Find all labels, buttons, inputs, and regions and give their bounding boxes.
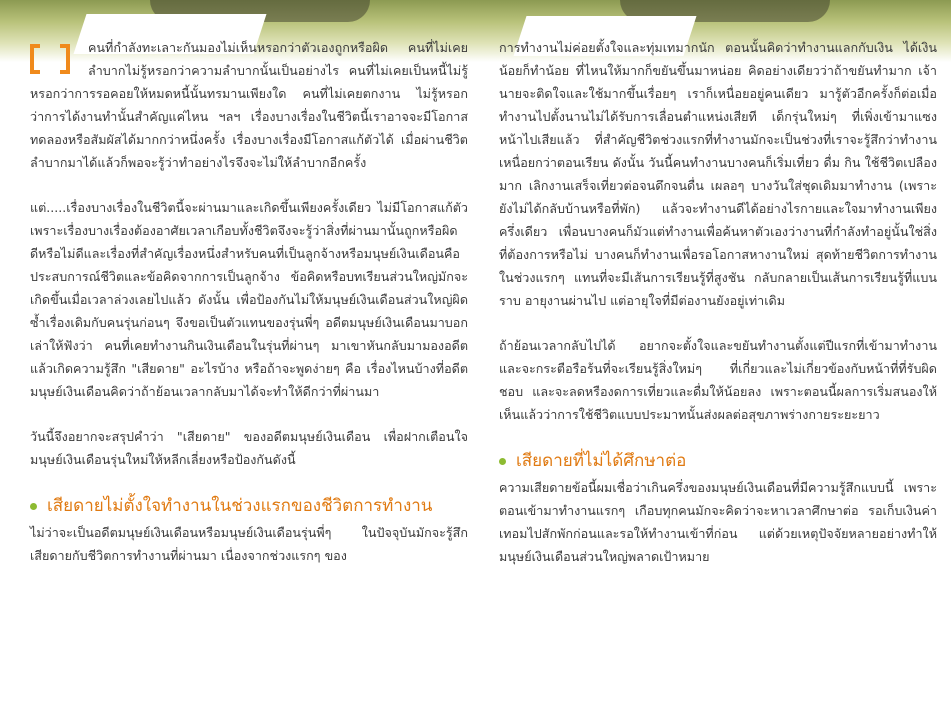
section-heading — [499, 448, 937, 474]
close-bracket-icon — [60, 44, 70, 74]
body-paragraph: การทำงานไม่ค่อยตั้งใจและทุ่มเทมากนัก ตอนนั้นคิดว่าทำงานแลกกับเงิน ได้เงินน้อยก็ทำน้อย ที่ไหนให้มากก็ขยันขึ้นมาหน่อย คิดอย่างเดียวว่าถ้าขยันทำมาก เจ้านายจะติดใจและใช้มากขึ้นเรื่อยๆ เราก็เหนื่อยอยู่คนเดียว มารู้ตัวอีกครั้งก็ต่อเมื่อทำงานไปตั้งนานไม่ได้รับการเลื่อนตำแหน่งเสียที เด็กรุ่นใหม่ๆ ที่เพิ่งเข้ามาแซงหน้าไปเสียแล้ว ที่สำคัญชีวิตช่วงแรกที่ทำงานมักจะเป็นช่วงที่เราจะรู้สึกว่าทำงานเหนื่อยกว่าตอนเรียน ดังนั้น วันนี้คนทำงานบางคนก็เริ่มเที่ยว ดื่ม กิน ใช้ชีวิตเปลืองมาก เลิกงานเสร็จเที่ยวต่อจนดึกจนดื่น เผลอๆ บางวันใส่ชุดเดิมมาทำงาน (เพราะยังไม่ได้กลับบ้านหรือที่พัก) แล้วจะทำงานดีได้อย่างไรกายและใจมาทำงานเพียงครึ่งเดียว เพื่อนบางคนก็มัวแต่ทำงานเพื่อค้นหาตัวเองว่างานที่กำลังทำอยู่นั้นใช่สิ่งที่ต้องการหรือไม่ บางคนก็ทำงานเพื่อรอโอกาสหางานใหม่ สุดท้ายชีวิตการทำงานในช่วงแรกๆ แทนที่จะมีเส้นการเรียนรู้ที่สูงชัน กลับกลายเป็นเส้นการเรียนรู้ที่แบนราบ อายุงานผ่านไป แต่อายุใจที่มีต่องานยังอยู่เท่าเดิม — [499, 40, 937, 308]
intro-paragraph — [30, 36, 468, 174]
bullet-icon — [499, 458, 506, 465]
body-paragraph: แต่.....เรื่องบางเรื่องในชีวิตนี้จะผ่านมาและเกิดขึ้นเพียงครั้งเดียว ไม่มีโอกาสแก้ตัว เพราะเรื่องบางเรื่องต้องอาศัยเวลาเกือบทั้งชีวิตจึงจะรู้ว่าสิ่งที่ผ่านมานั้นถูกหรือผิด ดีหรือไม่ดีและเรื่องที่สำคัญเรื่องหนึ่งสำหรับคนที่เป็นลูกจ้างหรือมนุษย์เงินเดือนคือประสบการณ์ชีวิตและข้อคิดจากการเป็นลูกจ้าง ข้อคิดหรือบทเรียนส่วนใหญ่มักจะเกิดขึ้นเมื่อเวลาล่วงเลยไปแล้ว ดังนั้น เพื่อป้องกันไม่ให้มนุษย์เงินเดือนส่วนใหญ่ผิดซ้ำเรื่องเดิมกับคนรุ่นก่อนๆ จึงขอเป็นตัวแทนของรุ่นพี่ๆ อดีตมนุษย์เงินเดือนมาบอกเล่าให้ฟังว่า คนที่เคยทำงานกินเงินเดือนในรุ่นที่ผ่านๆ มาเขาหันกลับมามองอดีตแล้วเกิดความรู้สึก "เสียดาย" อะไรบ้าง หรือถ้าจะพูดง่ายๆ คือ เรื่องไหนบ้างที่อดีตมนุษย์เงินเดือนคิดว่าถ้าย้อนเวลากลับมาได้จะทำให้ดีกว่าที่ผ่านมา — [30, 200, 468, 399]
left-column — [30, 36, 468, 567]
bullet-icon — [30, 503, 37, 510]
quote-bracket-icon — [30, 36, 82, 74]
body-paragraph: ความเสียดายข้อนี้ผมเชื่อว่าเกินครึ่งของมนุษย์เงินเดือนที่มีความรู้สึกแบบนี้ เพราะตอนเข้ามาทำงานแรกๆ เกือบทุกคนมักจะคิดว่าจะหาเวลาศึกษาต่อ รอเก็บเงินค่าเทอมไปสักพักก่อนและรอให้ทำงานเข้าที่ก่อน แต่ด้วยเหตุปัจจัยหลายอย่างทำให้มนุษย์เงินเดือนส่วนใหญ่พลาดเป้าหมาย — [499, 480, 937, 564]
intro-text: คนที่กำลังทะเลาะกันมองไม่เห็นหรอกว่าตัวเองถูกหรือผิด คนที่ไม่เคยลำบากไม่รู้หรอกว่าความลำบากนั้นเป็นอย่างไร คนที่ไม่เคยเป็นหนี้ไม่รู้หรอกว่าการรอคอยให้หมดหนี้นั้นทรมานเพียงใด คนที่ไม่เคยตกงาน ไม่รู้หรอกว่าการได้งานทำนั้นสำคัญแค่ไหน ฯลฯ เรื่องบางเรื่องในชีวิตนี้เราอาจจะมีโอกาสทดลองหรือสัมผัสได้มากกว่าหนึ่งครั้ง เรื่องบางเรื่องมีโอกาสแก้ตัวได้ เมื่อผ่านชีวิตลำบากมาได้แล้วก็พอจะรู้ว่าทำอย่างไรจึงจะไม่ให้ลำบากอีกครั้ง — [30, 40, 468, 170]
open-bracket-icon — [30, 44, 40, 74]
right-column — [499, 36, 937, 568]
section-heading-text: เสียดายไม่ตั้งใจทำงานในช่วงแรกของชีวิตการทำงาน — [47, 496, 433, 516]
body-paragraph: ไม่ว่าจะเป็นอดีตมนุษย์เงินเดือนหรือมนุษย์เงินเดือนรุ่นพี่ๆ ในปัจจุบันมักจะรู้สึกเสียดายกับชีวิตการทำงานที่ผ่านมา เนื่องจากช่วงแรกๆ ของ — [30, 525, 468, 563]
body-paragraph: วันนี้จึงอยากจะสรุปคำว่า "เสียดาย" ของอดีตมนุษย์เงินเดือน เพื่อฝากเตือนใจมนุษย์เงินเดือนรุ่นใหม่ให้หลีกเลี่ยงหรือป้องกันดังนี้ — [30, 429, 468, 467]
body-paragraph: ถ้าย้อนเวลากลับไปได้ อยากจะตั้งใจและขยันทำงานตั้งแต่ปีแรกที่เข้ามาทำงาน และจะกระตือรือร้นที่จะเรียนรู้สิ่งใหม่ๆ ที่เกี่ยวและไม่เกี่ยวข้องกับหน้าที่ที่รับผิดชอบ และจะลดหรืองดการเที่ยวและดื่มให้น้อยลง เพราะตอนนี้ผลการเริ่มสนองให้เห็นแล้วว่าการใช้ชีวิตแบบประมาทนั้นส่งผลต่อสุขภาพร่างกายระยะยาว — [499, 338, 937, 422]
section-heading — [30, 493, 468, 519]
section-heading-text: เสียดายที่ไม่ได้ศึกษาต่อ — [516, 451, 687, 471]
